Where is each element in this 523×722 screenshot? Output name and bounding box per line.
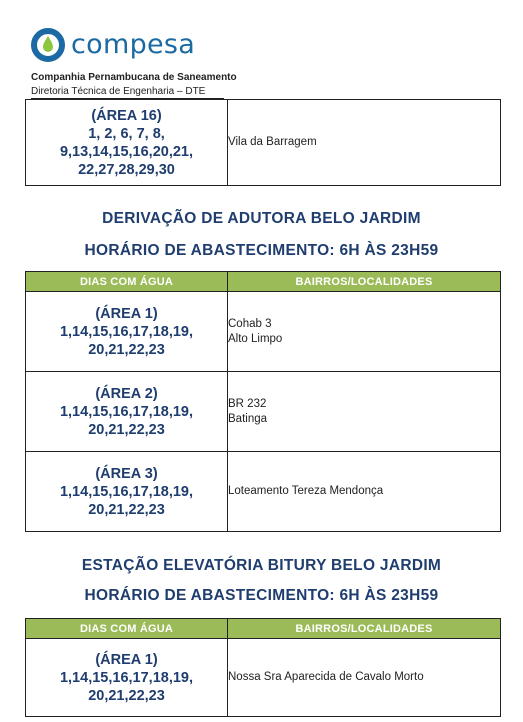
area-label: (ÁREA 1) [95, 651, 158, 668]
place-name: Loteamento Tereza Mendonça [228, 485, 384, 497]
places-cell [228, 639, 501, 717]
logo-text: compesa [71, 28, 196, 60]
days-line: 9,13,14,15,16,20,21, [59, 143, 194, 160]
place-name: BR 232 [228, 397, 267, 410]
col-header-places: BAIRROS/LOCALIDADES [228, 619, 501, 639]
table-header-row [26, 272, 501, 292]
section-title: DERIVAÇÃO DE ADUTORA BELO JARDIM [102, 210, 421, 227]
days-cell [26, 292, 228, 372]
section-title: ESTAÇÃO ELEVATÓRIA BITURY BELO JARDIM [81, 557, 442, 574]
top-table [25, 99, 501, 186]
days-line: 20,21,22,23 [88, 501, 165, 518]
table-row [26, 372, 501, 452]
area-label: (ÁREA 3) [95, 465, 158, 482]
places-cell [228, 100, 501, 186]
place-name: Cohab 3 [228, 317, 272, 330]
section2-table [25, 618, 501, 717]
col-header-days: DIAS COM ÁGUA [26, 619, 228, 639]
organization-name: Companhia Pernambucana de Saneamento [31, 72, 237, 83]
col-header-days: DIAS COM ÁGUA [26, 272, 228, 292]
compesa-logo [30, 27, 195, 63]
days-cell [26, 452, 228, 532]
table-row [26, 292, 501, 372]
area-label: (ÁREA 1) [95, 305, 158, 322]
area-label: (ÁREA 2) [95, 385, 158, 402]
col-header-places: BAIRROS/LOCALIDADES [228, 272, 501, 292]
table-header-row [26, 619, 501, 639]
days-line: 20,21,22,23 [88, 341, 165, 358]
days-line: 22,27,28,29,30 [78, 161, 175, 178]
area-label: (ÁREA 16) [91, 107, 162, 124]
section-schedule: HORÁRIO DE ABASTECIMENTO: 6H ÀS 23H59 [84, 587, 439, 604]
days-line: 1,14,15,16,17,18,19, [59, 669, 194, 686]
days-line: 1,14,15,16,17,18,19, [59, 403, 194, 420]
table-row [26, 452, 501, 532]
compesa-drop-icon [30, 27, 66, 63]
places-cell [228, 372, 501, 452]
days-cell [26, 100, 228, 186]
section1-table [25, 271, 501, 532]
table-row [26, 100, 501, 186]
section-schedule: HORÁRIO DE ABASTECIMENTO: 6H ÀS 23H59 [84, 242, 439, 259]
days-cell [26, 639, 228, 717]
days-cell [26, 372, 228, 452]
days-line: 1, 2, 6, 7, 8, [88, 125, 165, 142]
days-line: 20,21,22,23 [88, 421, 165, 438]
department-name: Diretoria Técnica de Engenharia – DTE [31, 86, 206, 97]
days-line: 1,14,15,16,17,18,19, [59, 323, 194, 340]
place-name: Batinga [228, 412, 268, 425]
days-line: 20,21,22,23 [88, 687, 165, 704]
place-name: Alto Limpo [228, 332, 283, 345]
table-row [26, 639, 501, 717]
days-line: 1,14,15,16,17,18,19, [59, 483, 194, 500]
places-cell [228, 452, 501, 532]
place-name: Nossa Sra Aparecida de Cavalo Morto [228, 671, 424, 683]
places-cell [228, 292, 501, 372]
place-name: Vila da Barragem [228, 136, 317, 148]
